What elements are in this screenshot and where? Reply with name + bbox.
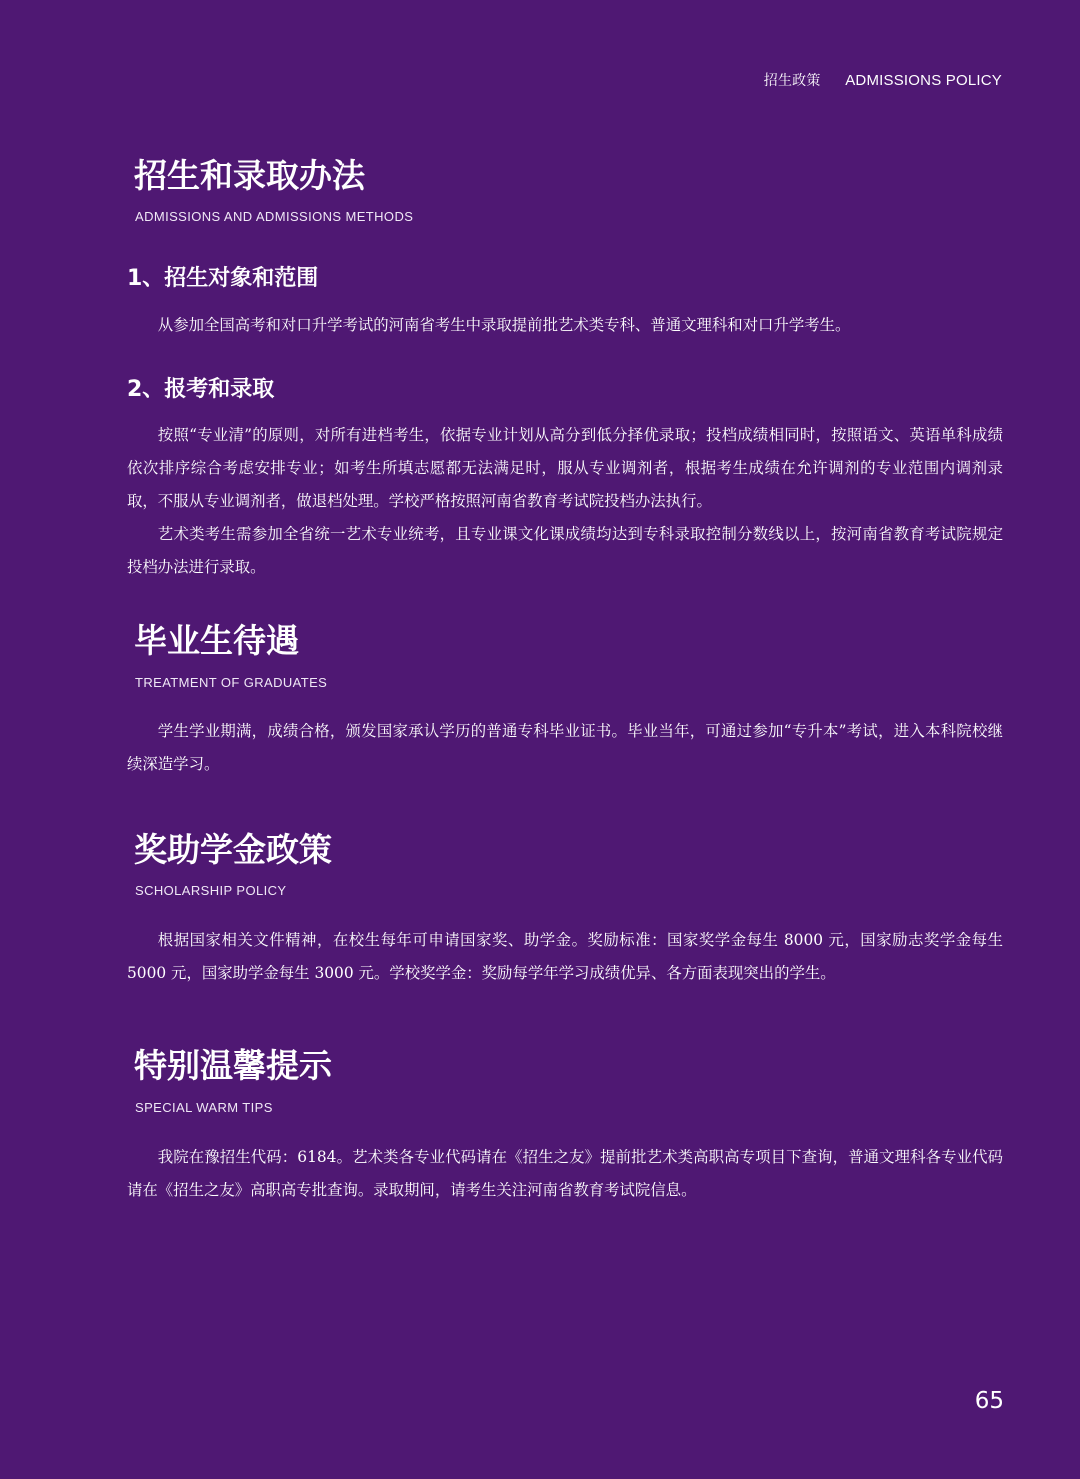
paragraph-art-students: 艺术类考生需参加全省统一艺术专业统考，且专业课文化课成绩均达到专科录取控制分数线以上，按河南省教育考试院规定投档办法进行录取。 <box>127 525 1003 576</box>
section-subtitle-scholarship: SCHOLARSHIP POLICY <box>135 883 287 898</box>
subheading-enrollment-scope: 1、招生对象和范围 <box>127 266 319 291</box>
paragraph-enrollment-scope: 从参加全国高考和对口升学考试的河南省考生中录取提前批艺术类专科、普通文理科和对口升学考生。 <box>157 316 851 334</box>
section-title-scholarship: 奖助学金政策 <box>134 830 332 869</box>
section-title-admissions: 招生和录取办法 <box>134 156 365 195</box>
section-subtitle-admissions: ADMISSIONS AND ADMISSIONS METHODS <box>135 209 414 224</box>
running-header <box>764 70 1002 90</box>
section-title-warm-tips: 特别温馨提示 <box>134 1046 332 1085</box>
paragraph-admission-rules: 按照“专业清”的原则，对所有进档考生，依据专业计划从高分到低分择优录取；投档成绩相同时，按照语文、英语单科成绩依次排序综合考虑安排专业；如考生所填志愿都无法满足时，服从专业调剂者，根据考生成绩在允许调剂的专业范围内调剂录取，不服从专业调剂者，做退档处理。学校严格按照河南省教育考试院投档办法执行。 <box>127 426 1003 510</box>
paragraph-graduates: 学生学业期满，成绩合格，颁发国家承认学历的普通专科毕业证书。毕业当年，可通过参加“专升本”考试，进入本科院校继续深造学习。 <box>127 722 1003 773</box>
header-section-en: ADMISSIONS POLICY <box>845 72 1002 89</box>
paragraph-warm-tips: 我院在豫招生代码：6184。艺术类各专业代码请在《招生之友》提前批艺术类高职高专项目下查询，普通文理科各专业代码请在《招生之友》高职高专批查询。录取期间，请考生关注河南省教育考试院信息。 <box>127 1148 1003 1199</box>
section-title-graduates: 毕业生待遇 <box>134 621 299 660</box>
paragraph-scholarship: 根据国家相关文件精神，在校生每年可申请国家奖、助学金。奖励标准：国家奖学金每生 8000 元，国家励志奖学金每生 5000 元，国家助学金每生 3000 元。学校奖学金：奖励每学年学习成绩优异、各方面表现突出的学生。 <box>127 931 1003 982</box>
page-number: 65 <box>974 1388 1004 1414</box>
header-section-zh: 招生政策 <box>763 73 821 89</box>
section-subtitle-graduates: TREATMENT OF GRADUATES <box>135 675 328 690</box>
subheading-application-admission: 2、报考和录取 <box>127 377 275 402</box>
section-subtitle-warm-tips: SPECIAL WARM TIPS <box>135 1100 273 1115</box>
